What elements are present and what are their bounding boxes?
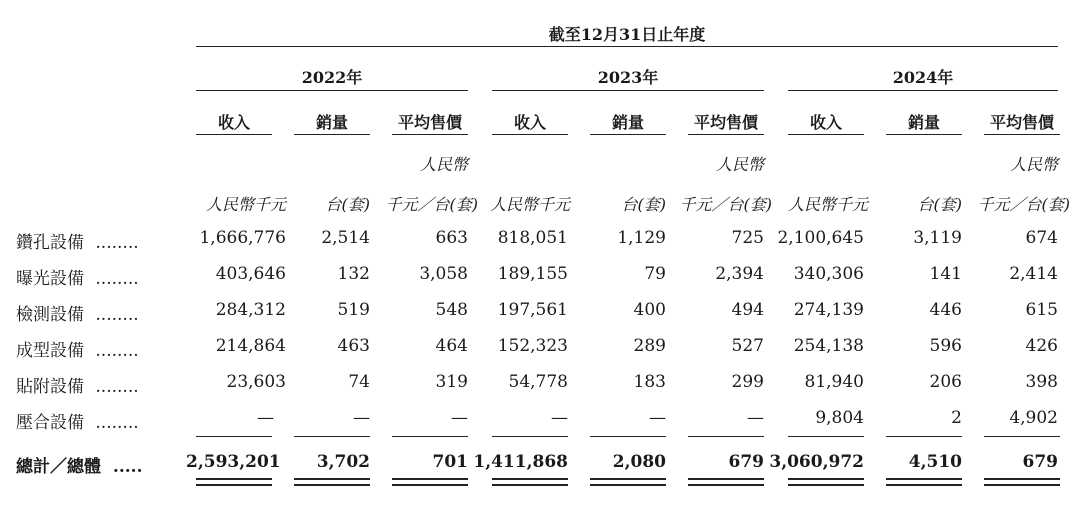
table-cell: — — [551, 408, 568, 428]
table-cell: — — [353, 408, 370, 428]
leader-dots: ........ — [95, 305, 139, 325]
divider — [984, 478, 1060, 480]
table-cell: — — [747, 408, 764, 428]
divider — [392, 484, 468, 486]
period-header: 截至12月31日止年度 — [548, 25, 706, 44]
table-cell: 464 — [435, 336, 468, 356]
table-cell: — — [257, 408, 274, 428]
divider — [294, 478, 370, 480]
divider — [788, 134, 864, 135]
table-cell: 289 — [633, 336, 666, 356]
divider — [492, 134, 568, 135]
total-cell: 1,411,868 — [473, 452, 568, 472]
col-header-asp: 平均售價 — [693, 113, 758, 132]
table-cell: — — [649, 408, 666, 428]
col-header-volume: 銷量 — [907, 113, 940, 132]
table-cell: 519 — [337, 300, 370, 320]
unit-asp: 千元／台(套) — [977, 195, 1070, 214]
divider — [590, 134, 666, 135]
divider — [392, 436, 468, 437]
table-cell: 2 — [951, 408, 962, 428]
table-cell: 9,804 — [815, 408, 864, 428]
table-row-label — [16, 408, 139, 433]
divider — [984, 484, 1060, 486]
table-cell: 2,394 — [715, 264, 764, 284]
table-cell: 663 — [435, 228, 468, 248]
total-label-text: 總計／總體 — [16, 457, 101, 477]
divider — [196, 484, 272, 486]
year-header-2024: 2024年 — [892, 68, 954, 87]
divider — [688, 478, 764, 480]
table-cell: 494 — [731, 300, 764, 320]
table-cell: 81,940 — [804, 372, 864, 392]
total-cell: 701 — [432, 452, 468, 472]
table-cell: 548 — [435, 300, 468, 320]
table-cell: 403,646 — [215, 264, 286, 284]
divider — [492, 478, 568, 480]
table-cell: 725 — [731, 228, 764, 248]
table-cell: 206 — [929, 372, 962, 392]
table-cell: 2,100,645 — [777, 228, 864, 248]
unit-asp-line1: 人民幣 — [419, 155, 468, 174]
divider — [294, 436, 370, 437]
row-label-text: 曝光設備 — [16, 269, 84, 289]
divider — [196, 134, 272, 135]
table-cell: 818,051 — [497, 228, 568, 248]
table-cell: 446 — [929, 300, 962, 320]
table-row-label — [16, 372, 139, 397]
leader-dots: ........ — [95, 269, 139, 289]
total-cell: 3,060,972 — [769, 452, 864, 472]
divider — [788, 478, 864, 480]
divider — [196, 436, 272, 437]
row-label-text: 壓合設備 — [16, 413, 84, 433]
divider — [590, 478, 666, 480]
table-cell: 398 — [1025, 372, 1058, 392]
unit-volume: 台(套) — [621, 195, 666, 214]
total-cell: 2,593,201 — [186, 452, 281, 472]
total-cell: 679 — [728, 452, 764, 472]
col-header-asp: 平均售價 — [989, 113, 1054, 132]
divider — [984, 134, 1060, 135]
col-header-volume: 銷量 — [611, 113, 644, 132]
table-row-label — [16, 300, 139, 325]
table-cell: 79 — [644, 264, 666, 284]
unit-revenue: 人民幣千元 — [489, 195, 570, 214]
divider — [392, 134, 468, 135]
year-header-2023: 2023年 — [597, 68, 659, 87]
divider — [886, 478, 962, 480]
divider — [886, 134, 962, 135]
total-cell: 2,080 — [612, 452, 666, 472]
divider — [688, 484, 764, 486]
divider — [294, 134, 370, 135]
total-cell: 3,702 — [316, 452, 370, 472]
divider — [788, 436, 864, 437]
table-row-label — [16, 228, 139, 253]
divider — [294, 484, 370, 486]
table-cell: 340,306 — [793, 264, 864, 284]
total-cell: 679 — [1022, 452, 1058, 472]
table-cell: 274,139 — [793, 300, 864, 320]
divider — [688, 436, 764, 437]
table-cell: 674 — [1025, 228, 1058, 248]
divider — [196, 478, 272, 480]
table-cell: 183 — [633, 372, 666, 392]
table-row-label — [16, 264, 139, 289]
col-header-revenue: 收入 — [809, 113, 842, 132]
table-cell: 527 — [731, 336, 764, 356]
table-cell: 3,119 — [913, 228, 962, 248]
unit-revenue: 人民幣千元 — [787, 195, 868, 214]
unit-revenue: 人民幣千元 — [205, 195, 286, 214]
row-label-text: 貼附設備 — [16, 377, 84, 397]
table-cell: 197,561 — [497, 300, 568, 320]
col-header-revenue: 收入 — [513, 113, 546, 132]
divider — [196, 46, 1058, 47]
leader-dots: ........ — [95, 341, 139, 361]
table-cell: 23,603 — [226, 372, 286, 392]
divider — [788, 90, 1058, 91]
table-cell: 54,778 — [508, 372, 568, 392]
table-cell: 1,129 — [617, 228, 666, 248]
table-cell: 400 — [633, 300, 666, 320]
leader-dots: ........ — [95, 413, 139, 433]
row-label-text: 檢測設備 — [16, 305, 84, 325]
table-cell: 596 — [929, 336, 962, 356]
divider — [492, 90, 764, 91]
leader-dots: ........ — [95, 233, 139, 253]
table-cell: 2,514 — [321, 228, 370, 248]
unit-asp: 千元／台(套) — [679, 195, 772, 214]
divider — [492, 436, 568, 437]
unit-asp-line1: 人民幣 — [715, 155, 764, 174]
table-cell: 214,864 — [215, 336, 286, 356]
table-cell: 4,902 — [1009, 408, 1058, 428]
table-cell: 1,666,776 — [199, 228, 286, 248]
unit-asp-line1: 人民幣 — [1009, 155, 1058, 174]
table-cell: 189,155 — [497, 264, 568, 284]
divider — [590, 484, 666, 486]
total-row-label — [16, 452, 143, 477]
col-header-volume: 銷量 — [315, 113, 348, 132]
col-header-asp: 平均售價 — [397, 113, 462, 132]
unit-volume: 台(套) — [917, 195, 962, 214]
total-cell: 4,510 — [908, 452, 962, 472]
row-label-text: 成型設備 — [16, 341, 84, 361]
table-cell: 463 — [337, 336, 370, 356]
year-header-2022: 2022年 — [301, 68, 363, 87]
table-cell: — — [451, 408, 468, 428]
unit-volume: 台(套) — [325, 195, 370, 214]
divider — [492, 484, 568, 486]
divider — [392, 478, 468, 480]
table-cell: 3,058 — [419, 264, 468, 284]
table-cell: 74 — [348, 372, 370, 392]
divider — [196, 90, 468, 91]
divider — [688, 134, 764, 135]
table-cell: 299 — [731, 372, 764, 392]
leader-dots: ..... — [112, 457, 143, 477]
table-cell: 426 — [1025, 336, 1058, 356]
unit-asp: 千元／台(套) — [385, 195, 478, 214]
divider — [886, 436, 962, 437]
col-header-revenue: 收入 — [217, 113, 250, 132]
table-cell: 615 — [1025, 300, 1058, 320]
divider — [590, 436, 666, 437]
table-cell: 152,323 — [497, 336, 568, 356]
table-cell: 254,138 — [793, 336, 864, 356]
leader-dots: ........ — [95, 377, 139, 397]
table-cell: 132 — [337, 264, 370, 284]
divider — [984, 436, 1060, 437]
table-cell: 284,312 — [215, 300, 286, 320]
divider — [886, 484, 962, 486]
divider — [788, 484, 864, 486]
row-label-text: 鑽孔設備 — [16, 233, 84, 253]
table-row-label — [16, 336, 139, 361]
table-cell: 141 — [929, 264, 962, 284]
table-cell: 319 — [435, 372, 468, 392]
table-cell: 2,414 — [1009, 264, 1058, 284]
